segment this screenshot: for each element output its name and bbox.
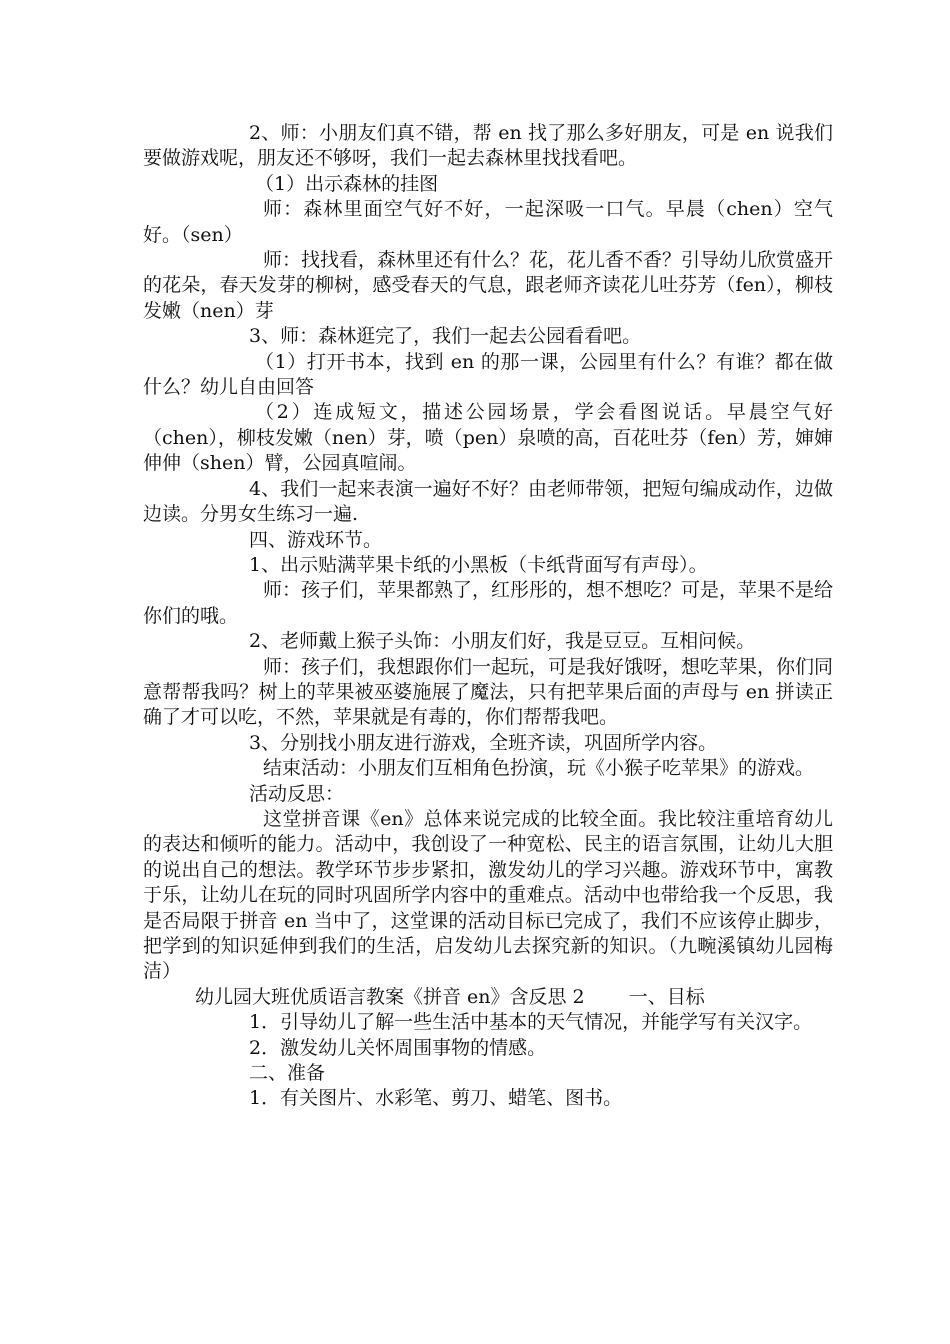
paragraph: 师：孩子们，我想跟你们一起玩，可是我好饿呀，想吃苹果，你们同意帮帮我吗？树上的苹果被巫婆施展了魔法，只有把苹果后面的声母与 en 拼读正确了才可以吃，不然，苹果就是有毒的，你们帮帮我吧。 [143, 655, 834, 729]
paragraph: 2．激发幼儿关怀周围事物的情感。 [249, 1036, 547, 1059]
paragraph: 这堂拼音课《en》总体来说完成的比较全面。我比较注重培育幼儿的表达和倾听的能力。活动中，我创设了一种宽松、民主的语言氛围，让幼儿大胆的说出自己的想法。教学环节步步紧扣，激发幼儿的学习兴趣。游戏环节中，寓教于乐，让幼儿在玩的同时巩固所学内容中的重难点。活动中也带给我一个反思，我是否局限于拼音 en 当中了，这堂课的活动目标已完成了，我们不应该停止脚步，把学到的知识延伸到我们的生活，启发幼儿去探究新的知识。（九畹溪镇幼儿园梅洁） [143, 807, 833, 983]
paragraph: 2、老师戴上猴子头饰：小朋友们好，我是豆豆。互相问候。 [249, 630, 756, 653]
paragraph: 师：森林里面空气好不好，一起深吸一口气。早晨（chen）空气好。（sen） [143, 198, 833, 246]
paragraph: （1）打开书本，找到 en 的那一课，公园里有什么？有谁？都在做什么？幼儿自由回答 [143, 350, 833, 399]
paragraph: 师：找找看，森林里还有什么？花，花儿香不香？引导幼儿欣赏盛开的花朵，春天发芽的柳树，感受春天的气息，跟老师齐读花儿吐芬芳（fen），柳枝发嫩（nen）芽 [143, 249, 834, 322]
paragraph: 1．有关图片、水彩笔、剪刀、蜡笔、图书。 [249, 1087, 623, 1110]
section-heading: 二、准备 [249, 1062, 326, 1085]
paragraph: 1、出示贴满苹果卡纸的小黑板（卡纸背面写有声母）。 [249, 553, 708, 576]
paragraph: 3、分别找小朋友进行游戏，全班齐读，巩固所学内容。 [249, 731, 718, 754]
document-body [143, 121, 833, 1112]
paragraph: 师：孩子们，苹果都熟了，红彤彤的，想不想吃？可是，苹果不是给你们的哦。 [143, 579, 834, 627]
paragraph: （1）出示森林的挂图 [255, 172, 439, 195]
paragraph: （2）连成短文，描述公园场景，学会看图说话。早晨空气好（chen），柳枝发嫩（nen）芽，喷（pen）泉喷的高，百花吐芬（fen）芳，婶婶伸伸（shen）臂，公园真喧闹。 [143, 401, 833, 475]
lesson-title: 幼儿园大班优质语言教案《拼音 en》含反思 2 一、目标 [195, 985, 705, 1008]
section-heading: 活动反思： [249, 782, 345, 805]
paragraph: 3、师：森林逛完了，我们一起去公园看看吧。 [249, 325, 642, 348]
section-heading: 四、游戏环节。 [249, 528, 383, 551]
paragraph: 4、我们一起来表演一遍好不好？由老师带领，把短句编成动作，边做边读。分男女生练习一遍. [143, 477, 833, 526]
paragraph: 2、师：小朋友们真不错，帮 en 找了那么多好朋友，可是 en 说我们要做游戏呢，朋友还不够呀，我们一起去森林里找找看吧。 [143, 122, 833, 170]
paragraph: 1．引导幼儿了解一些生活中基本的天气情况，并能学写有关汉字。 [249, 1011, 813, 1034]
paragraph: 结束活动：小朋友们互相角色扮演，玩《小猴子吃苹果》的游戏。 [263, 757, 815, 780]
